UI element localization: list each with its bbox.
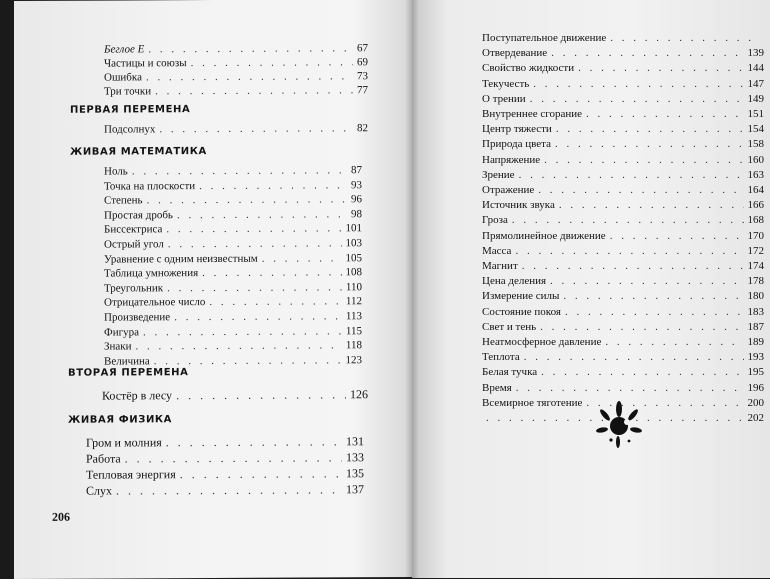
toc-entry	[104, 223, 362, 237]
toc-entry-title: Тепловая энергия	[86, 467, 176, 482]
toc-entry-title: Уравнение с одним неизвестным	[104, 252, 258, 266]
toc-entry	[482, 123, 764, 136]
toc-entry	[86, 482, 364, 497]
section-heading: ВТОРАЯ ПЕРЕМЕНА	[68, 367, 189, 379]
toc-entry-page: 183	[747, 305, 764, 318]
toc-entry-page: 149	[747, 92, 764, 105]
toc-entry-title: Отрицательное число	[104, 296, 206, 309]
toc-entry	[104, 252, 362, 266]
toc-entry-title: Зрение	[482, 168, 515, 181]
toc-entry-title: Точка на плоскости	[104, 179, 196, 193]
section-heading: ЖИВАЯ ФИЗИКА	[68, 414, 173, 426]
toc-entry-page: 147	[747, 77, 764, 90]
toc-entry-title: Природа цвета	[482, 138, 551, 151]
toc-entry-title: Степень	[104, 194, 143, 207]
toc-entry	[104, 237, 362, 251]
toc-entry-page: 101	[345, 222, 362, 235]
toc-entry-page: 170	[747, 229, 764, 242]
toc-entry-title: Внутреннее сгорание	[482, 108, 582, 120]
toc-entry-title: Масса	[482, 244, 512, 257]
toc-entry-page: 160	[747, 153, 764, 166]
left-page	[14, 0, 412, 579]
toc-entry	[482, 154, 764, 167]
toc-entry-title: Слух	[86, 483, 112, 498]
toc-entry	[482, 32, 764, 45]
toc-entry-title: Частицы и союзы	[104, 57, 187, 70]
toc-entry	[482, 47, 764, 60]
toc-entry	[482, 169, 764, 182]
toc-entry	[482, 62, 764, 75]
toc-entry-title: Теплота	[482, 351, 520, 364]
toc-entry-page: 110	[345, 281, 362, 294]
toc-entry	[104, 266, 362, 280]
toc-entry-title: Произведение	[104, 311, 171, 324]
toc-entry	[482, 275, 764, 288]
toc-entry-title: Измерение силы	[482, 290, 560, 303]
toc-entry	[104, 164, 362, 178]
toc-entry-page: 163	[747, 168, 764, 181]
toc-entry-page: 193	[747, 351, 764, 364]
toc-entry-title: Острый угол	[104, 238, 164, 251]
toc-entry	[104, 281, 362, 295]
toc-entry-title: Состояние покоя	[482, 305, 561, 318]
toc-entry	[104, 325, 362, 339]
toc-entry	[104, 310, 362, 324]
toc-entry-title: Прямолинейное движение	[482, 229, 606, 242]
toc-entry	[482, 138, 764, 151]
toc-entry	[104, 208, 362, 222]
toc-entry-page: 137	[346, 482, 364, 497]
toc-entry-page: 67	[357, 42, 368, 55]
toc-entry	[482, 382, 764, 395]
toc-entry-title: Треугольник	[104, 282, 164, 295]
toc-entry	[482, 351, 764, 364]
right-page	[412, 0, 770, 578]
left-toc	[14, 0, 412, 579]
toc-entry-title: Костёр в лесу	[102, 388, 173, 403]
toc-entry-title: Время	[482, 381, 512, 394]
toc-entry-title: Магнит	[482, 260, 518, 272]
toc-entry	[482, 108, 764, 121]
toc-entry	[104, 84, 368, 98]
toc-entry-title: Величина	[104, 355, 150, 368]
toc-entry	[482, 245, 764, 258]
toc-entry-page: 115	[345, 324, 362, 337]
toc-entry	[104, 296, 362, 310]
toc-entry-title: О трении	[482, 92, 526, 105]
toc-entry	[86, 434, 364, 449]
toc-entry-page: 168	[747, 214, 764, 227]
toc-entry-page: 164	[747, 184, 764, 196]
toc-entry	[104, 122, 368, 136]
toc-entry-page: 113	[345, 310, 362, 323]
toc-entry-page: 174	[747, 260, 764, 272]
toc-entry-title: Цена деления	[482, 275, 547, 288]
toc-entry-title: Неатмосферное давление	[482, 336, 602, 348]
toc-entry	[482, 366, 764, 379]
toc-entry-page: 103	[345, 237, 362, 250]
toc-entry-title: Всемирное тяготение	[482, 396, 583, 409]
toc-entry	[104, 193, 362, 207]
toc-entry-title: Белая тучка	[482, 366, 538, 379]
toc-entry-page: 108	[345, 266, 362, 279]
toc-entry-title: Подсолнух	[104, 123, 156, 136]
toc-entry-title: Знаки	[104, 340, 132, 353]
toc-entry-title: Фигура	[104, 325, 139, 339]
toc-entry	[482, 260, 764, 273]
toc-entry-title: Гроза	[482, 214, 508, 227]
toc-entry-page: 195	[747, 366, 764, 379]
toc-entry-page: 82	[357, 122, 368, 135]
toc-entry-title: Гром и молния	[86, 435, 162, 450]
toc-entry	[104, 179, 362, 193]
toc-entry	[482, 93, 764, 106]
toc-entry-page: 87	[351, 164, 362, 177]
toc-entry-page: 166	[747, 199, 764, 212]
toc-entry-page: 105	[345, 251, 362, 264]
toc-entry-page: 135	[346, 466, 364, 481]
section-heading: ЖИВАЯ МАТЕМАТИКА	[70, 146, 207, 158]
toc-entry	[482, 306, 764, 319]
section-heading: ПЕРВАЯ ПЕРЕМЕНА	[70, 104, 191, 116]
toc-entry	[86, 466, 364, 481]
toc-entry-title: Таблица умножения	[104, 267, 199, 280]
toc-entry-title: Простая дробь	[104, 209, 173, 222]
toc-entry-page: 154	[747, 123, 764, 136]
toc-entry-page: 96	[351, 193, 362, 206]
toc-entry-page: 178	[747, 275, 764, 288]
toc-entry	[482, 336, 764, 349]
toc-entry	[482, 78, 764, 91]
toc-entry-page: 172	[747, 244, 764, 257]
toc-entry-page: 189	[747, 336, 764, 348]
toc-entry	[482, 184, 764, 197]
toc-entry-title: Напряжение	[482, 153, 541, 166]
book-gutter	[405, 0, 419, 578]
toc-entry-page: 200	[747, 396, 764, 409]
toc-entry-title: Три точки	[104, 85, 152, 98]
toc-entry-page: 112	[345, 295, 362, 308]
toc-entry	[482, 290, 764, 303]
page-number: 206	[52, 509, 70, 524]
toc-entry	[104, 339, 362, 353]
toc-entry	[482, 321, 764, 334]
toc-entry	[104, 56, 368, 70]
toc-entry-page: 131	[346, 434, 364, 449]
toc-entry-title: Поступательное движение	[482, 32, 607, 44]
toc-entry-title: Ошибка	[104, 71, 142, 84]
ink-blot-ornament-icon	[594, 400, 644, 450]
toc-entry-page: 123	[345, 354, 362, 367]
toc-entry-page: 158	[747, 138, 764, 151]
toc-entry-page: 180	[747, 290, 764, 303]
toc-entry	[482, 230, 764, 243]
toc-entry-page: 187	[747, 320, 764, 333]
toc-entry-page: 77	[357, 84, 368, 97]
toc-entry-title: Работа	[86, 451, 121, 466]
toc-entry-page: 202	[747, 412, 764, 424]
toc-entry	[104, 70, 368, 84]
toc-entry-title: Текучесть	[482, 77, 530, 90]
toc-entry-page: 126	[350, 387, 368, 402]
toc-entry-page: 73	[357, 70, 368, 83]
toc-entry-title: Свойство жидкости	[482, 62, 575, 75]
toc-entry-title: Биссектриса	[104, 223, 163, 236]
toc-entry	[86, 450, 364, 465]
toc-entry	[482, 214, 764, 227]
toc-entry-page: 144	[747, 62, 764, 75]
toc-entry-page: 133	[346, 450, 364, 465]
toc-entry	[104, 42, 368, 56]
toc-entry-page: 139	[747, 47, 764, 60]
toc-entry	[482, 199, 764, 212]
toc-entry-page: 118	[345, 339, 362, 352]
toc-entry-title: Отражение	[482, 184, 535, 196]
toc-entry-title: Свет и тень	[482, 320, 537, 333]
toc-entry-title: Отвердевание	[482, 47, 548, 60]
toc-entry-page: 98	[351, 208, 362, 221]
toc-entry	[104, 354, 362, 368]
toc-entry-page: 151	[747, 108, 764, 120]
toc-entry-page: 93	[351, 178, 362, 191]
toc-entry-title: Источник звука	[482, 199, 555, 212]
toc-entry-title: Ноль	[104, 165, 128, 178]
toc-entry-title: Центр тяжести	[482, 123, 552, 136]
toc-entry	[102, 387, 368, 402]
toc-entry-page: 69	[357, 56, 368, 69]
toc-entry-title: Беглое Е	[104, 43, 145, 56]
toc-entry-page: 196	[747, 381, 764, 394]
